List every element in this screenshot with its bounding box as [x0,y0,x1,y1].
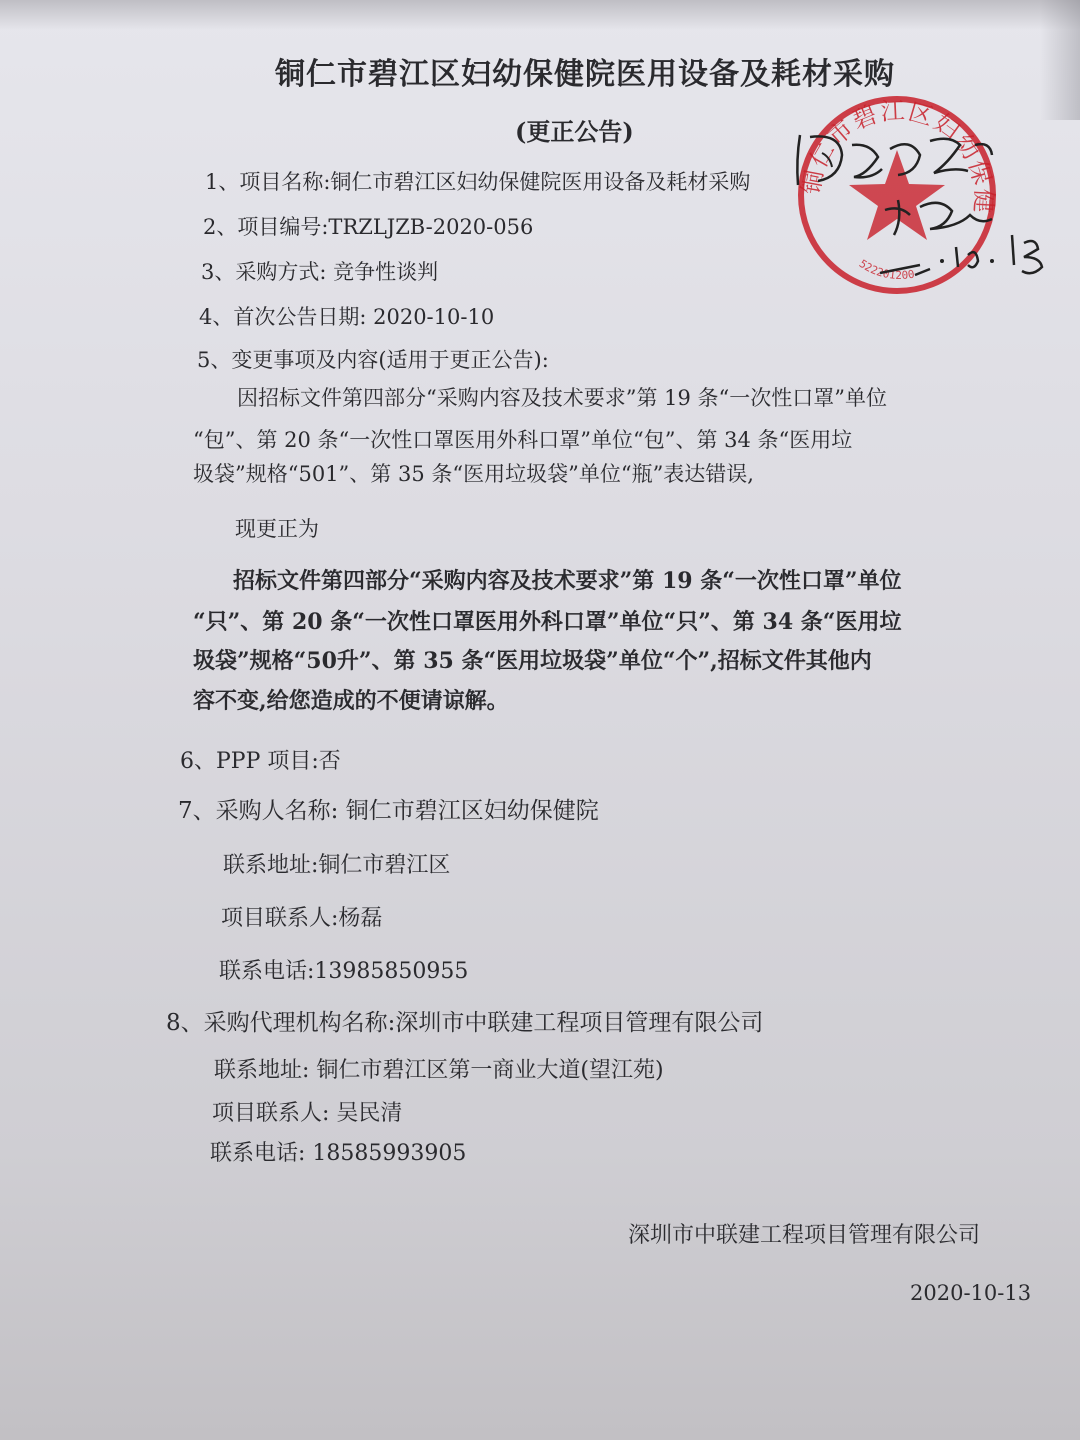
page-shadow-top [0,0,1080,30]
change-corrected-line-3: 圾袋”规格“50升”、第 35 条“医用垃圾袋”单位“个”,招标文件其他内 [193,648,872,674]
seal-text: 铜仁市碧江区妇幼保健 [796,96,999,216]
agency-phone: 联系电话: 18585993905 [210,1141,467,1166]
change-original-line-1: 因招标文件第四部分“采购内容及技术要求”第 19 条“一次性口罩”单位 [237,386,888,410]
footer-company: 深圳市中联建工程项目管理有限公司 [628,1223,981,1248]
seal-serial: 522201200 [856,257,916,283]
agency-address: 联系地址: 铜仁市碧江区第一商业大道(望江苑) [214,1058,664,1083]
change-corrected-line-4: 容不变,给您造成的不便请谅解。 [193,688,509,714]
change-original-line-3: 圾袋”规格“501”、第 35 条“医用垃圾袋”单位“瓶”表达错误, [193,462,754,486]
change-corrected-line-2: “只”、第 20 条“一次性口罩医用外科口罩”单位“只”、第 34 条“医用垃 [193,609,902,635]
purchaser-contact: 项目联系人:杨磊 [221,906,383,931]
item-first-notice-date: 4、首次公告日期: 2020-10-10 [199,305,495,329]
document-title: 铜仁市碧江区妇幼保健院医用设备及耗材采购 [275,57,895,92]
purchaser-address: 联系地址:铜仁市碧江区 [223,853,451,878]
page-shadow-right [1040,0,1080,120]
change-corrected-line-1: 招标文件第四部分“采购内容及技术要求”第 19 条“一次性口罩”单位 [233,568,902,594]
item-project-name: 1、项目名称:铜仁市碧江区妇幼保健院医用设备及耗材采购 [205,170,751,194]
agency-contact: 项目联系人: 吴民清 [212,1101,403,1126]
item-change-heading: 5、变更事项及内容(适用于更正公告): [197,348,549,372]
item-procurement-method: 3、采购方式: 竞争性谈判 [201,260,439,284]
purchaser-name: 7、采购人名称: 铜仁市碧江区妇幼保健院 [178,798,599,824]
now-corrected-label: 现更正为 [235,517,319,541]
agency-name: 8、采购代理机构名称:深圳市中联建工程项目管理有限公司 [166,1010,764,1036]
footer-date: 2020-10-13 [910,1281,1032,1305]
document-subtitle: (更正公告) [515,117,634,146]
ppp-project: 6、PPP 项目:否 [180,749,341,774]
purchaser-phone: 联系电话:13985850955 [219,959,469,984]
handwriting-graphic [770,115,1070,305]
handwritten-approval [770,115,1070,305]
item-project-number: 2、项目编号:TRZLJZB-2020-056 [203,215,534,239]
change-original-line-2: “包”、第 20 条“一次性口罩医用外科口罩”单位“包”、第 34 条“医用垃 [193,428,853,452]
